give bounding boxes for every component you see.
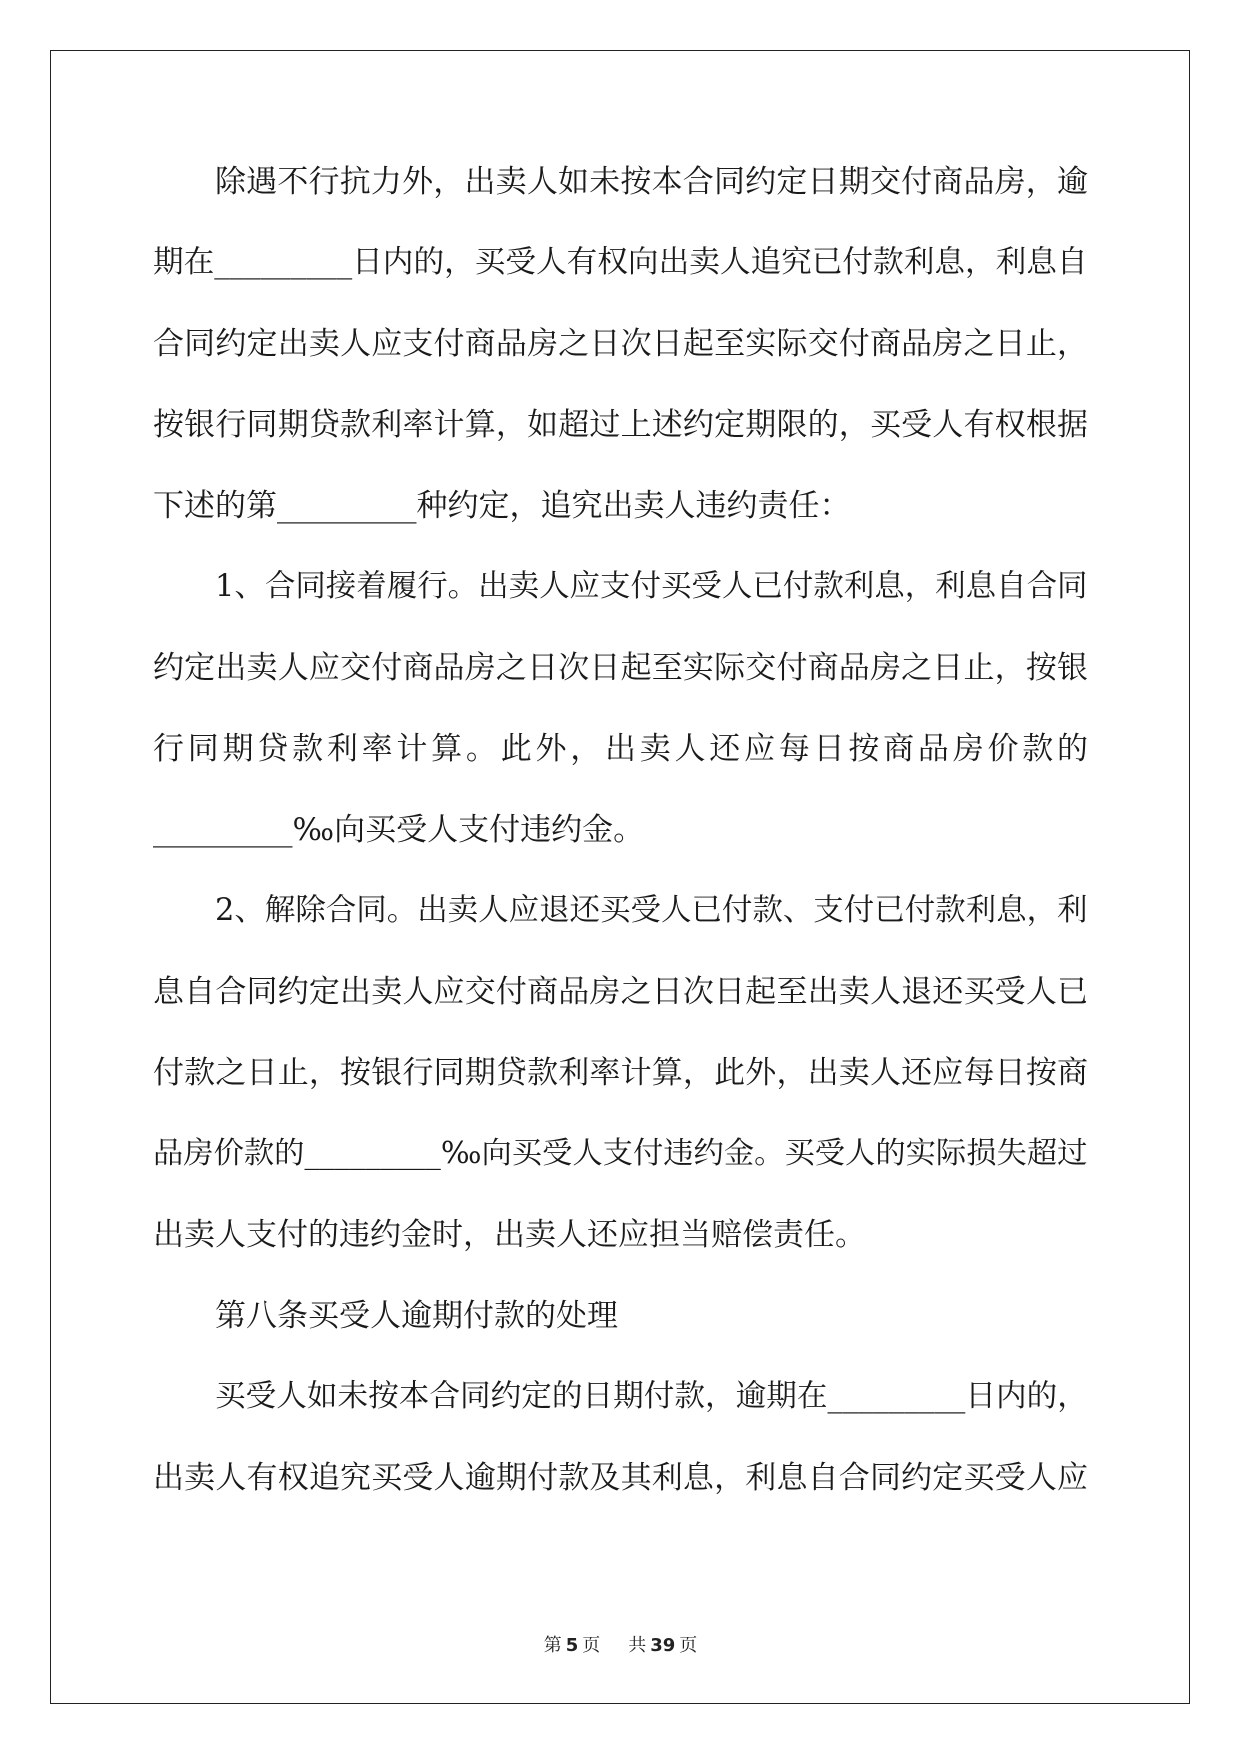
paragraph-line [153,646,1088,727]
paragraph-line [153,160,1088,241]
paragraph-line [153,727,1092,808]
paragraph-line [153,1456,1088,1537]
paragraph-line [153,565,1088,646]
document-body [153,160,1092,1537]
text-line: 出卖人有权追究买受人逾期付款及其利息，利息自合同约定买受人应 [153,1460,1089,1496]
section-heading [153,1294,1088,1375]
text-line: 按银行同期贷款利率计算，如超过上述约定期限的，买受人有权根据 [153,407,1089,443]
text-line: 息自合同约定出卖人应交付商品房之日次日起至出卖人退还买受人已 [153,974,1089,1010]
paragraph-line [153,484,1088,565]
footer-total-suffix: 页 [679,1635,698,1656]
text-line: 品房价款的_________‰向买受人支付违约金。买受人的实际损失超过 [153,1136,1088,1171]
text-line: 期在_________日内的，买受人有权向出卖人追究已付款利息，利息自 [153,245,1088,280]
paragraph-line [153,1213,1088,1294]
text-line: 约定出卖人应交付商品房之日次日起至实际交付商品房之日止，按银 [153,650,1089,686]
text-line: 1、合同接着履行。出卖人应支付买受人已付款利息，利息自合同 [215,569,1088,604]
paragraph-line [153,1051,1088,1132]
paragraph-line [153,1132,1088,1213]
text-line: 出卖人支付的违约金时，出卖人还应担当赔偿责任。 [153,1217,866,1253]
text-line: 下述的第_________种约定，追究出卖人违约责任： [153,488,851,524]
total-pages: 39 [650,1635,676,1656]
text-line: 除遇不行抗力外，出卖人如未按本合同约定日期交付商品房，逾 [215,164,1089,200]
section-heading-text: 第八条买受人逾期付款的处理 [215,1298,618,1334]
paragraph-line [153,403,1088,484]
text-line: 行同期贷款利率计算。此外，出卖人还应每日按商品房价款的 [153,731,1092,767]
text-line: 买受人如未按本合同约定的日期付款，逾期在_________日内的， [215,1379,1088,1414]
footer-total-prefix: 共 [628,1635,647,1656]
text-line: 付款之日止，按银行同期贷款利率计算，此外，出卖人还应每日按商 [153,1055,1089,1091]
text-line: 合同约定出卖人应支付商品房之日次日起至实际交付商品房之日止， [153,326,1089,362]
text-line: 2、解除合同。出卖人应退还买受人已付款、支付已付款利息，利 [215,893,1088,928]
paragraph-line [153,322,1088,403]
footer-prefix: 第 [543,1635,562,1656]
paragraph-line [153,970,1088,1051]
paragraph-line [153,1375,1088,1456]
page-number: 5 [565,1635,579,1656]
page-footer [0,1634,1241,1658]
paragraph-line [153,889,1088,970]
footer-page-suffix: 页 [582,1635,601,1656]
paragraph-line [153,241,1088,322]
paragraph-line [153,808,1088,889]
text-line: _________‰向买受人支付违约金。 [153,812,645,848]
